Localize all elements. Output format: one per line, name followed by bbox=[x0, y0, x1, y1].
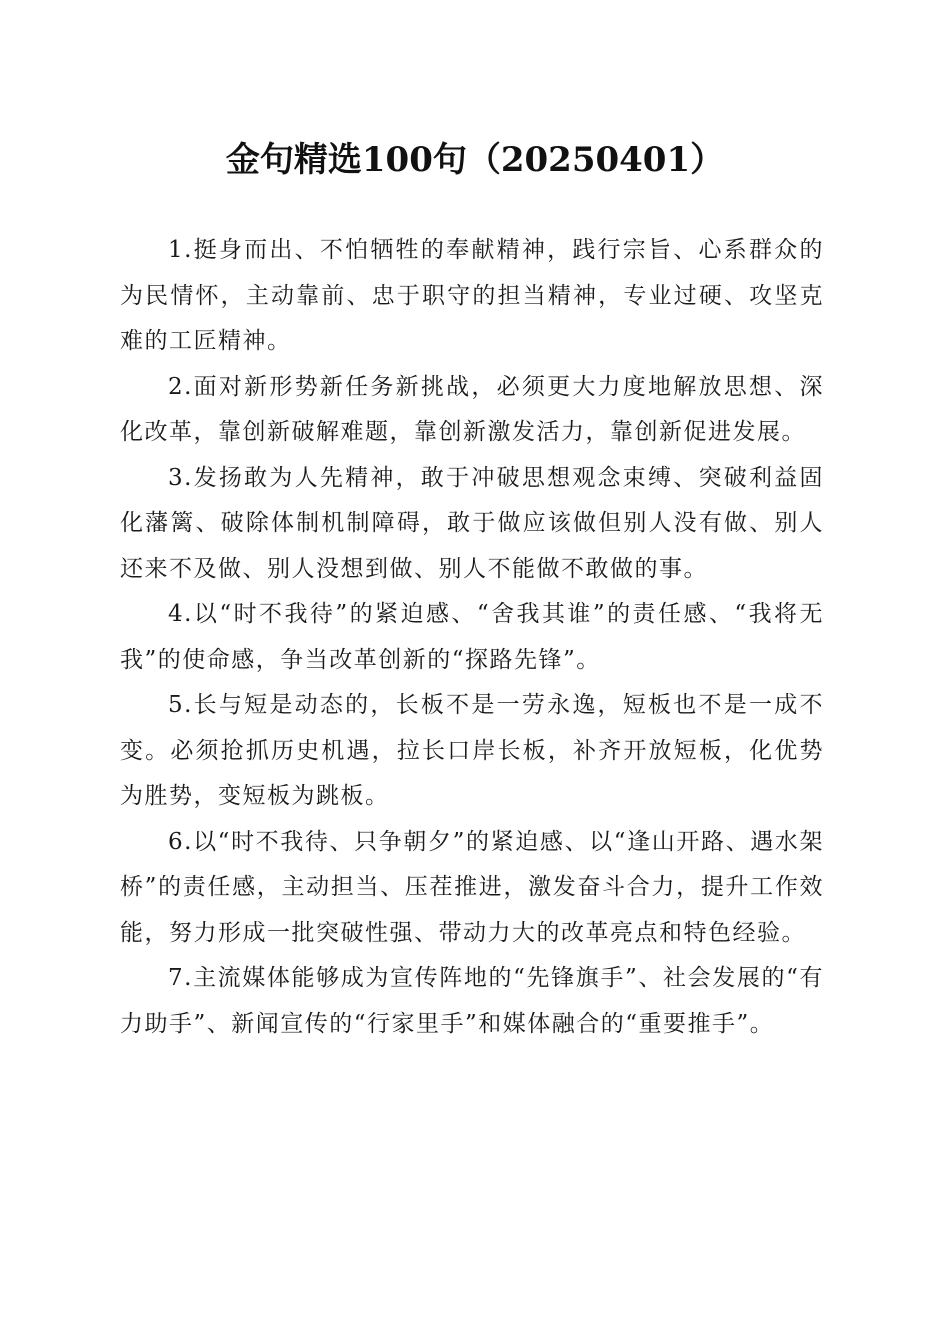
document-body bbox=[120, 228, 824, 1047]
paragraph-3: 3.发扬敢为人先精神，敢于冲破思想观念束缚、突破利益固化藩篱、破除体制机制障碍，敢于做应该做但别人没有做、别人还来不及做、别人没想到做、别人不能做不敢做的事。 bbox=[120, 464, 824, 582]
paragraph-6: 6.以“时不我待、只争朝夕”的紧迫感、以“逢山开路、遇水架桥”的责任感，主动担当、压茬推进，激发奋斗合力，提升工作效能，努力形成一批突破性强、带动力大的改革亮点和特色经验。 bbox=[120, 828, 824, 946]
paragraph-4: 4.以“时不我待”的紧迫感、“舍我其谁”的责任感、“我将无我”的使命感，争当改革创新的“探路先锋”。 bbox=[120, 601, 824, 673]
paragraph-7: 7.主流媒体能够成为宣传阵地的“先锋旗手”、社会发展的“有力助手”、新闻宣传的“行家里手”和媒体融合的“重要推手”。 bbox=[120, 965, 824, 1037]
document-title: 金句精选100句（20250401） bbox=[225, 140, 725, 180]
paragraph-2: 2.面对新形势新任务新挑战，必须更大力度地解放思想、深化改革，靠创新破解难题，靠创新激发活力，靠创新促进发展。 bbox=[120, 373, 824, 445]
paragraph-5: 5.长与短是动态的，长板不是一劳永逸，短板也不是一成不变。必须抢抓历史机遇，拉长口岸长板，补齐开放短板，化优势为胜势，变短板为跳板。 bbox=[120, 692, 824, 809]
paragraph-1: 1.挺身而出、不怕牺牲的奉献精神，践行宗旨、心系群众的为民情怀，主动靠前、忠于职守的担当精神，专业过硬、攻坚克难的工匠精神。 bbox=[120, 237, 824, 354]
